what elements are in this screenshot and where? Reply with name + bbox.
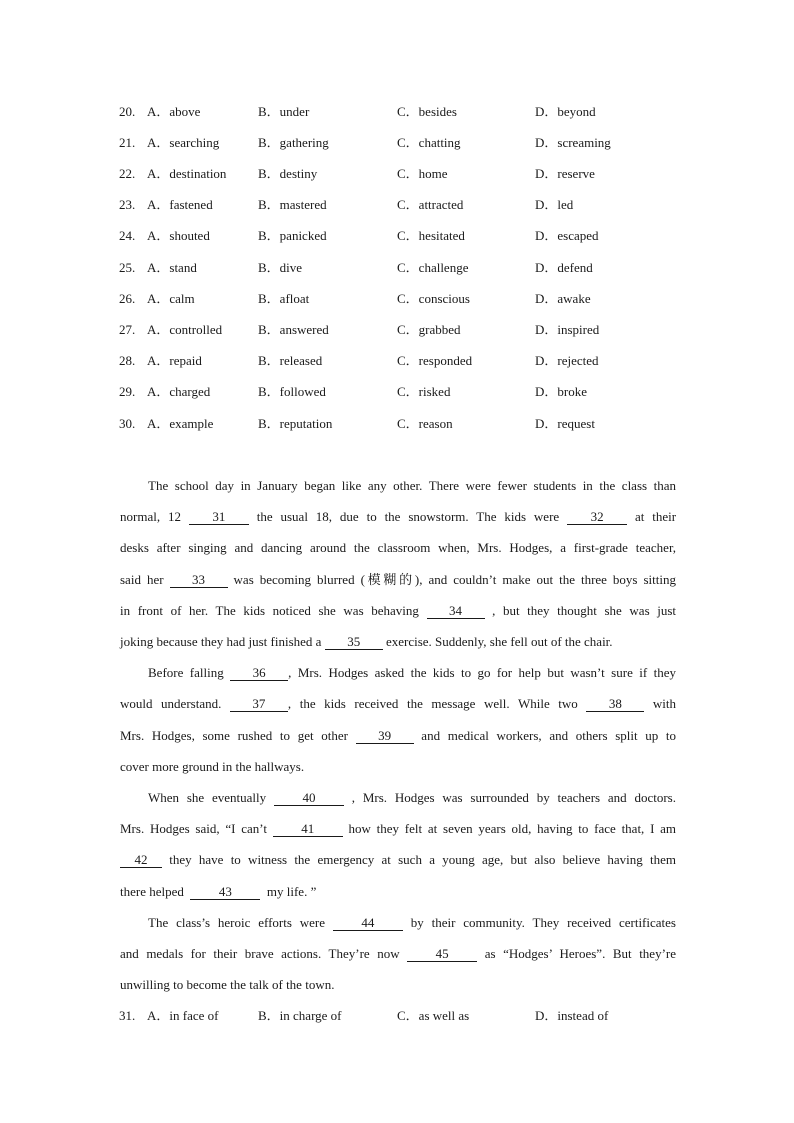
- blank-36: 36: [230, 665, 288, 681]
- option-a: A．searching: [147, 135, 220, 150]
- question-25-options: [119, 258, 679, 278]
- blank-34: 34: [427, 603, 485, 619]
- option-d: D．request: [535, 416, 595, 431]
- question-27-options: [119, 320, 679, 340]
- blank-40: 40: [274, 790, 344, 806]
- question-number: 24.: [119, 228, 136, 243]
- question-number: 31.: [119, 1008, 136, 1023]
- passage-line: normal, 12 31 the usual 18, due to the snowstorm. The kids were 32 at their: [120, 509, 677, 524]
- option-c: C．attracted: [397, 197, 464, 212]
- question-number: 30.: [119, 416, 136, 431]
- passage-line: Mrs. Hodges, some rushed to get other 39 and medical workers, and others split up to: [120, 728, 677, 743]
- option-b: B．destiny: [258, 166, 318, 181]
- passage-line: Mrs. Hodges said, “I can’t 41 how they felt at seven years old, having to face that, I am: [120, 821, 677, 836]
- blank-41: 41: [273, 821, 343, 837]
- passage-line: Before falling 36 , Mrs. Hodges asked the kids to go for help but wasn’t sure if they: [148, 665, 677, 680]
- option-a: A．repaid: [147, 353, 202, 368]
- option-b: B．gathering: [258, 135, 329, 150]
- blank-37: 37: [230, 696, 288, 712]
- blank-33: 33: [170, 572, 228, 588]
- option-d: D．led: [535, 197, 574, 212]
- option-b: B．answered: [258, 322, 329, 337]
- option-a: A．in face of: [147, 1008, 219, 1023]
- passage-line: When she eventually 40 , Mrs. Hodges was surrounded by teachers and doctors.: [148, 790, 676, 805]
- option-b: B．followed: [258, 384, 326, 399]
- question-number: 28.: [119, 353, 136, 368]
- option-c: C．hesitated: [397, 228, 465, 243]
- question-20-options: [119, 102, 679, 122]
- option-b: B．under: [258, 104, 310, 119]
- question-21-options: [119, 133, 679, 153]
- option-c: C．responded: [397, 353, 473, 368]
- question-number: 23.: [119, 197, 136, 212]
- option-b: B．reputation: [258, 416, 333, 431]
- blank-44: 44: [333, 915, 403, 931]
- question-28-options: [119, 351, 679, 371]
- option-b: B．released: [258, 353, 323, 368]
- passage-line: cover more ground in the hallways.: [120, 759, 305, 774]
- option-c: C．reason: [397, 416, 453, 431]
- option-d: D．screaming: [535, 135, 611, 150]
- option-a: A．example: [147, 416, 214, 431]
- blank-35: 35: [325, 634, 383, 650]
- blank-32: 32: [567, 509, 627, 525]
- blank-38: 38: [586, 696, 644, 712]
- option-c: C．as well as: [397, 1008, 470, 1023]
- option-a: A．calm: [147, 291, 195, 306]
- option-d: D．beyond: [535, 104, 596, 119]
- blank-39: 39: [356, 728, 414, 744]
- option-b: B．mastered: [258, 197, 327, 212]
- option-b: B．afloat: [258, 291, 310, 306]
- passage-line: The school day in January began like any other. There were fewer students in the class than: [148, 478, 676, 493]
- passage-line: in front of her. The kids noticed she was behaving 34 , but they thought she was just: [120, 603, 677, 618]
- passage-line: desks after singing and dancing around the classroom when, Mrs. Hodges, a first-grade teacher,: [120, 540, 676, 555]
- option-d: D．rejected: [535, 353, 599, 368]
- option-b: B．dive: [258, 260, 303, 275]
- passage-line: unwilling to become the talk of the town.: [120, 977, 335, 992]
- question-number: 27.: [119, 322, 136, 337]
- option-a: A．stand: [147, 260, 197, 275]
- option-a: A．charged: [147, 384, 211, 399]
- blank-31: 31: [189, 509, 249, 525]
- question-number: 22.: [119, 166, 136, 181]
- question-number: 26.: [119, 291, 136, 306]
- option-a: A．above: [147, 104, 201, 119]
- option-a: A．controlled: [147, 322, 223, 337]
- question-24-options: [119, 226, 679, 246]
- option-a: A．fastened: [147, 197, 213, 212]
- question-number: 21.: [119, 135, 136, 150]
- blank-42: 42: [120, 852, 162, 868]
- option-d: D．instead of: [535, 1008, 609, 1023]
- question-23-options: [119, 195, 679, 215]
- question-29-options: [119, 382, 679, 402]
- question-31-options: [119, 1006, 679, 1026]
- option-d: D．inspired: [535, 322, 600, 337]
- blank-45: 45: [407, 946, 477, 962]
- passage-line: there helped 43 my life. ”: [120, 884, 317, 899]
- passage-line: and medals for their brave actions. They’re now 45 as “Hodges’ Heroes”. But they’re: [120, 946, 677, 961]
- passage-line: joking because they had just finished a 35 exercise. Suddenly, she fell out of the chair.: [120, 634, 613, 649]
- option-b: B．in charge of: [258, 1008, 342, 1023]
- passage-line: 42 they have to witness the emergency at such a young age, but also believe having them: [120, 850, 676, 870]
- option-a: A．destination: [147, 166, 227, 181]
- passage-line: said her 33 was becoming blurred (模糊的), and couldn’t make out the three boys sitting: [120, 572, 676, 587]
- question-number: 20.: [119, 104, 136, 119]
- question-26-options: [119, 289, 679, 309]
- option-c: C．conscious: [397, 291, 470, 306]
- option-d: D．escaped: [535, 228, 599, 243]
- option-d: D．broke: [535, 384, 587, 399]
- question-number: 29.: [119, 384, 136, 399]
- question-number: 25.: [119, 260, 136, 275]
- option-c: C．challenge: [397, 260, 469, 275]
- option-d: D．reserve: [535, 166, 595, 181]
- option-c: C．risked: [397, 384, 451, 399]
- blank-43: 43: [190, 884, 260, 900]
- option-d: D．awake: [535, 291, 591, 306]
- option-d: D．defend: [535, 260, 593, 275]
- passage-line: The class’s heroic efforts were 44 by their community. They received certificates: [148, 915, 676, 930]
- question-22-options: [119, 164, 679, 184]
- option-a: A．shouted: [147, 228, 210, 243]
- question-30-options: [119, 414, 679, 434]
- passage-line: would understand. 37 , the kids received the message well. While two 38 with: [120, 696, 677, 711]
- option-c: C．besides: [397, 104, 457, 119]
- option-c: C．grabbed: [397, 322, 461, 337]
- option-c: C．home: [397, 166, 448, 181]
- option-c: C．chatting: [397, 135, 461, 150]
- option-b: B．panicked: [258, 228, 327, 243]
